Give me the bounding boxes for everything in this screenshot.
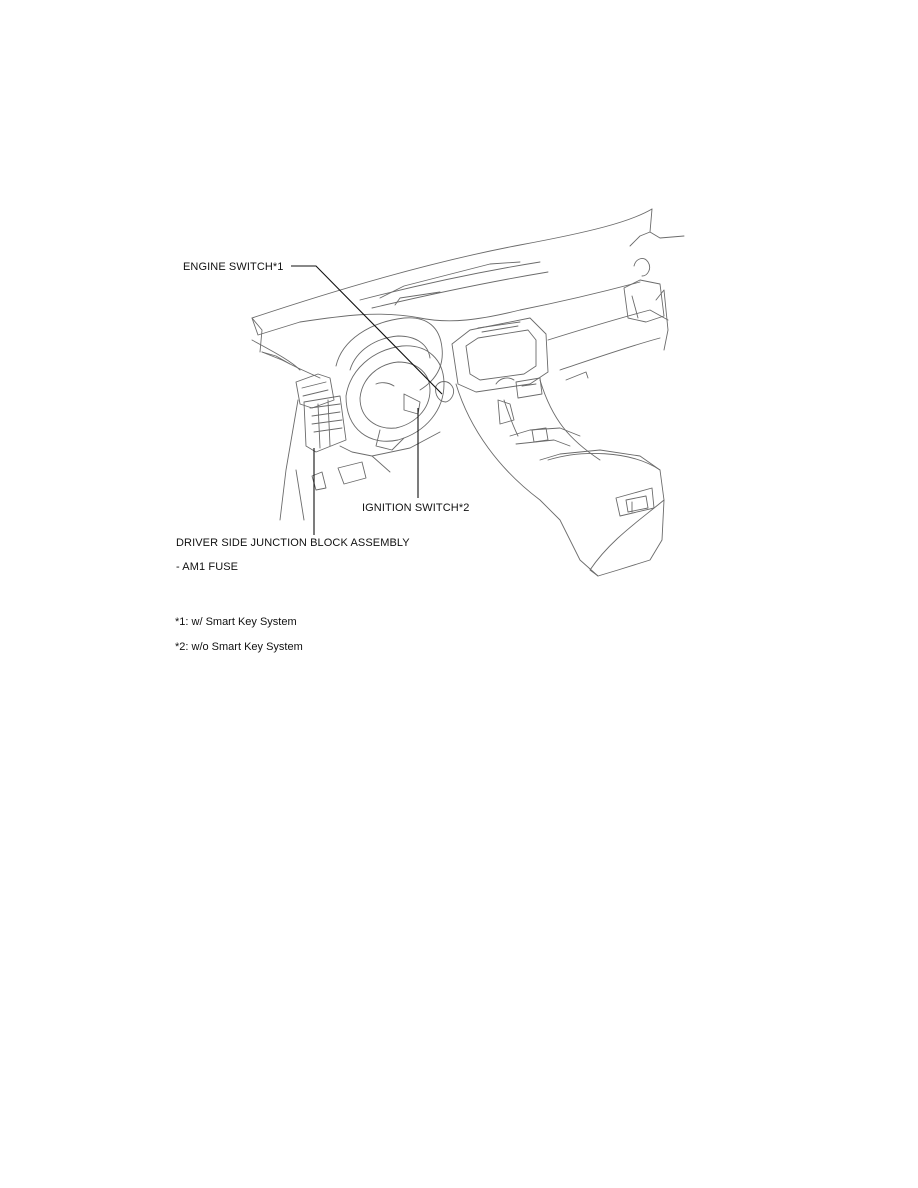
rear-vent (616, 488, 654, 516)
junction-block-label: DRIVER SIDE JUNCTION BLOCK ASSEMBLY (176, 537, 410, 549)
engine-switch-label: ENGINE SWITCH*1 (183, 261, 284, 273)
engine-switch (436, 382, 454, 403)
armrest (548, 453, 664, 576)
ignition-switch-label: IGNITION SWITCH*2 (362, 502, 470, 514)
center-console (456, 384, 598, 576)
footnote-2: *2: w/o Smart Key System (175, 641, 303, 653)
footnote-1: *1: w/ Smart Key System (175, 616, 297, 628)
brake-pedal (338, 462, 366, 484)
instrument-cluster (336, 318, 442, 390)
am1-fuse-label: - AM1 FUSE (176, 561, 239, 573)
windshield-edge (252, 209, 652, 318)
